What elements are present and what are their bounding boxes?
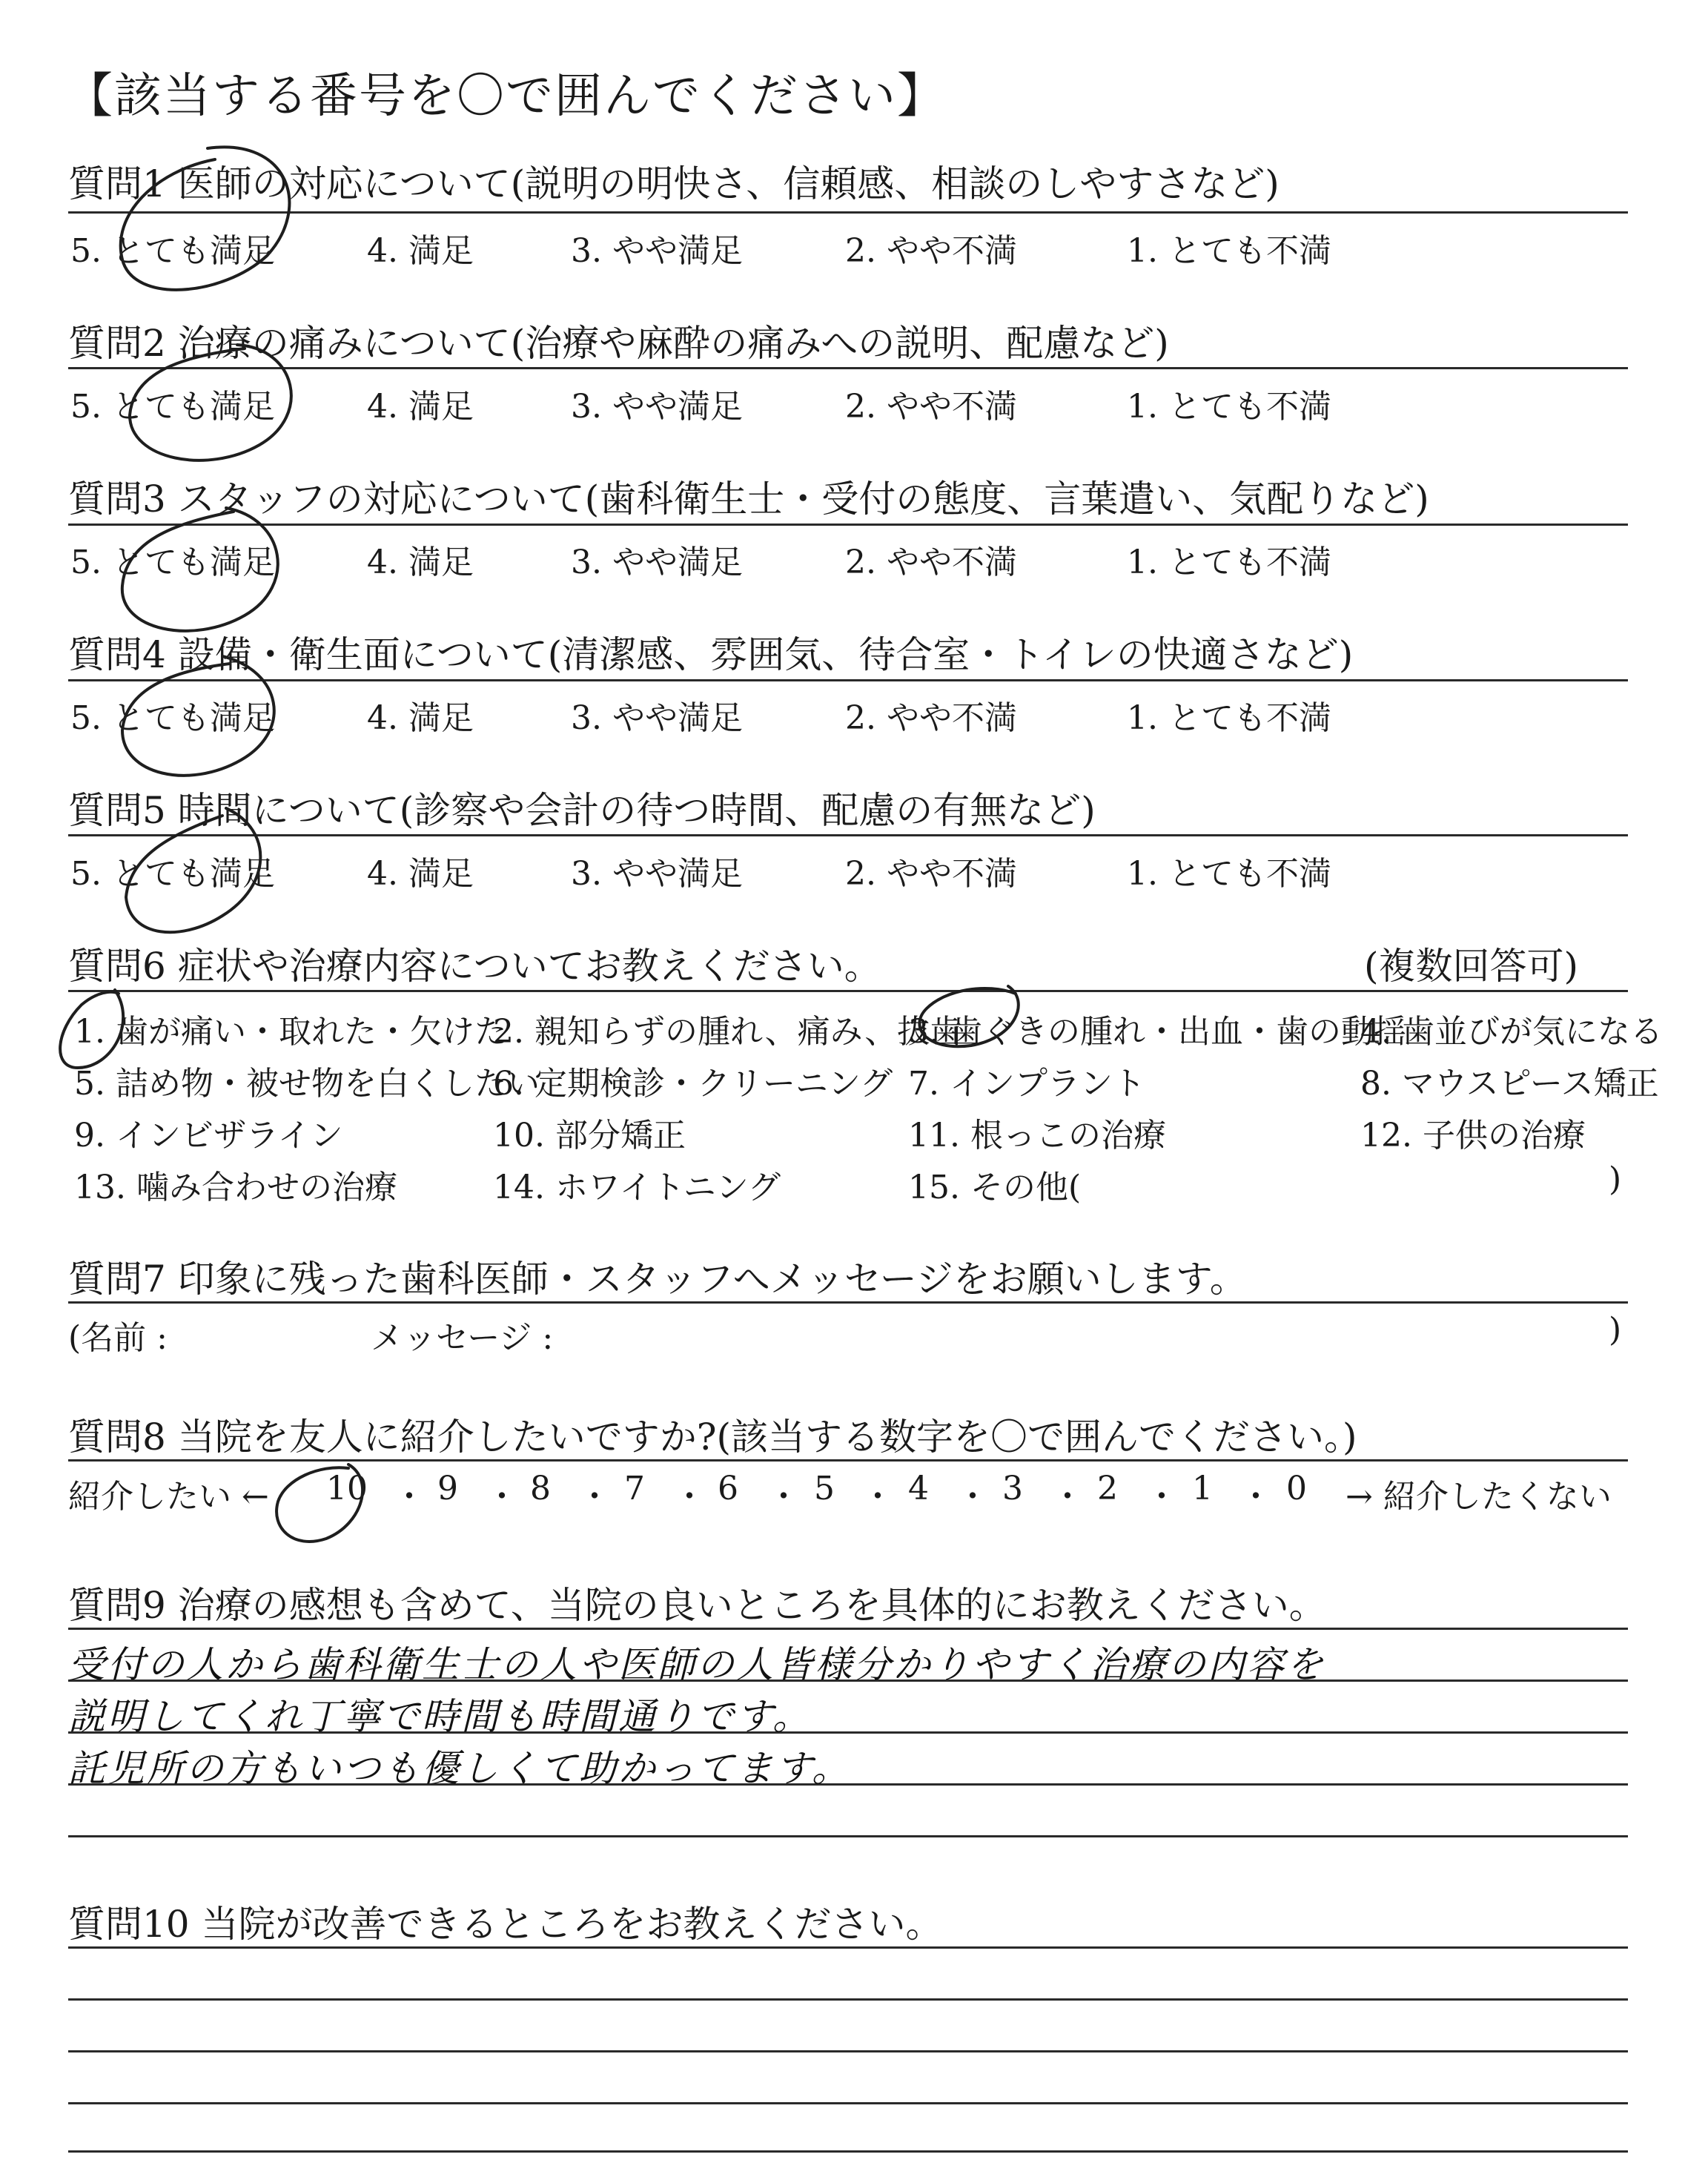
q5-option-2[interactable]: 2. やや不満 (845, 855, 1017, 893)
q8-scale-dot: ・ (578, 1478, 611, 1516)
q8-scale-dot: ・ (486, 1478, 518, 1516)
question-5-label: 質問5 時間について(診察や会計の待つ時間、配慮の有無など) (68, 789, 1096, 832)
question-10-label: 質問10 当院が改善できるところをお教えください。 (68, 1903, 943, 1946)
q6-option-12[interactable]: 12. 子供の治療 (1360, 1117, 1586, 1155)
q6-option-1[interactable]: 1. 歯が痛い・取れた・欠けた (74, 1013, 507, 1051)
q1-option-2[interactable]: 2. やや不満 (845, 232, 1017, 270)
q6-option-6[interactable]: 6. 定期検診・クリーニング (493, 1065, 893, 1103)
q8-scale-3[interactable]: 3 (1002, 1470, 1023, 1507)
q8-scale-dot: ・ (861, 1478, 894, 1516)
q1-option-4[interactable]: 4. 満足 (367, 232, 474, 270)
q8-scale-dot: ・ (956, 1478, 989, 1516)
q8-scale-4[interactable]: 4 (908, 1470, 929, 1507)
q6-option-9[interactable]: 9. インビザライン (74, 1117, 343, 1155)
q5-selection-circle (126, 808, 260, 932)
q5-option-5[interactable]: 5. とても満足 (70, 855, 275, 893)
q8-scale-dot: ・ (1239, 1478, 1272, 1516)
question-4-label: 質問4 設備・衛生面について(清潔感、雰囲気、待合室・トイレの快適さなど) (68, 633, 1354, 676)
q6-option-15[interactable]: 15. その他( (908, 1169, 1082, 1206)
q3-selection-circle (122, 508, 278, 631)
q8-scale-2[interactable]: 2 (1097, 1470, 1118, 1507)
q6-option-4[interactable]: 4. 歯並びが気になる (1360, 1013, 1663, 1051)
q8-scale-8[interactable]: 8 (530, 1470, 551, 1507)
q1-option-1[interactable]: 1. とても不満 (1127, 232, 1331, 270)
q8-selection-circle (277, 1464, 363, 1542)
q6-option-5[interactable]: 5. 詰め物・被せ物を白くしたい (74, 1065, 540, 1103)
q1-option-5[interactable]: 5. とても満足 (70, 232, 275, 270)
q8-scale-5[interactable]: 5 (814, 1470, 835, 1507)
q8-scale-10[interactable]: 10 (326, 1470, 368, 1507)
q2-option-5[interactable]: 5. とても満足 (70, 388, 275, 426)
q8-scale-dot: ・ (1145, 1478, 1178, 1516)
q2-option-1[interactable]: 1. とても不満 (1127, 388, 1331, 426)
q7-message-label: メッセージ : (371, 1319, 554, 1357)
q8-scale-1[interactable]: 1 (1192, 1470, 1213, 1507)
q4-option-4[interactable]: 4. 満足 (367, 699, 474, 737)
q6-option-10[interactable]: 10. 部分矯正 (493, 1117, 686, 1155)
q8-scale-6[interactable]: 6 (718, 1470, 738, 1507)
q8-scale-dot: ・ (393, 1478, 426, 1516)
q5-option-3[interactable]: 3. やや満足 (571, 855, 743, 893)
question-7-label: 質問7 印象に残った歯科医師・スタッフへメッセージをお願いします。 (68, 1258, 1247, 1301)
question-1-label: 質問1 医師の対応について(説明の明快さ、信頼感、相談のしやすさなど) (68, 162, 1280, 205)
q3-option-5[interactable]: 5. とても満足 (70, 544, 275, 581)
q8-scale-7[interactable]: 7 (624, 1470, 645, 1507)
q1-selection-circle (121, 147, 290, 289)
q2-selection-circle (130, 345, 291, 460)
q2-option-3[interactable]: 3. やや満足 (571, 388, 743, 426)
q6-option-2[interactable]: 2. 親知らずの腫れ、痛み、抜歯 (493, 1013, 963, 1051)
q6-option-14[interactable]: 14. ホワイトニング (493, 1169, 781, 1206)
q8-scale-dot: ・ (767, 1478, 800, 1516)
q8-scale-0[interactable]: 0 (1286, 1470, 1307, 1507)
q7-name-label: (名前 : (68, 1319, 168, 1357)
q8-scale-9[interactable]: 9 (437, 1470, 458, 1507)
q4-option-1[interactable]: 1. とても不満 (1127, 699, 1331, 737)
q8-right-label: → 紹介したくない (1345, 1478, 1612, 1516)
question-3-label: 質問3 スタッフの対応について(歯科衛生士・受付の態度、言葉遣い、気配りなど) (68, 478, 1429, 521)
question-9-label: 質問9 治療の感想も含めて、当院の良いところを具体的にお教えください。 (68, 1584, 1326, 1627)
q7-close-paren: ) (1609, 1311, 1622, 1349)
form-instruction-title: 【該当する番号を〇で囲んでください】 (65, 69, 946, 124)
q6-option-11[interactable]: 11. 根っこの治療 (908, 1117, 1166, 1155)
q6-option-1-circle (60, 990, 123, 1068)
q4-option-5[interactable]: 5. とても満足 (70, 699, 275, 737)
q4-option-2[interactable]: 2. やや不満 (845, 699, 1017, 737)
q6-option-8[interactable]: 8. マウスピース矯正 (1360, 1065, 1659, 1103)
q9-handwritten-line-1: 受付の人から歯科衛生士の人や医師の人皆様分かりやすく治療の内容を (68, 1643, 1325, 1686)
q4-selection-circle (122, 656, 274, 776)
q2-option-2[interactable]: 2. やや不満 (845, 388, 1017, 426)
question-8-label: 質問8 当院を友人に紹介したいですか?(該当する数字を〇で囲んでください。) (68, 1416, 1357, 1459)
q3-option-2[interactable]: 2. やや不満 (845, 544, 1017, 581)
q6-option-7[interactable]: 7. インプラント (908, 1065, 1145, 1103)
q3-option-3[interactable]: 3. やや満足 (571, 544, 743, 581)
question-6-multiple-note: (複数回答可) (1364, 945, 1579, 988)
q6-option-3-circle (919, 986, 1018, 1046)
question-2-label: 質問2 治療の痛みについて(治療や麻酔の痛みへの説明、配慮など) (68, 322, 1169, 365)
q5-option-4[interactable]: 4. 満足 (367, 855, 474, 893)
q3-option-1[interactable]: 1. とても不満 (1127, 544, 1331, 581)
q8-scale-dot: ・ (1051, 1478, 1084, 1516)
q1-option-3[interactable]: 3. やや満足 (571, 232, 743, 270)
q8-left-label: 紹介したい ← (68, 1478, 269, 1516)
q9-handwritten-line-2: 説明してくれ丁寧で時間も時間通りです。 (68, 1695, 812, 1738)
q6-other-close-paren: ) (1609, 1160, 1622, 1198)
q8-scale-dot: ・ (673, 1478, 706, 1516)
q2-option-4[interactable]: 4. 満足 (367, 388, 474, 426)
q9-handwritten-line-3: 託児所の方もいつも優しくて助かってます。 (68, 1747, 851, 1790)
q6-option-13[interactable]: 13. 噛み合わせの治療 (74, 1169, 397, 1206)
q6-option-3[interactable]: 3. 歯ぐきの腫れ・出血・歯の動揺 (908, 1013, 1406, 1051)
question-6-label: 質問6 症状や治療内容についてお教えください。 (68, 945, 881, 988)
q5-option-1[interactable]: 1. とても不満 (1127, 855, 1331, 893)
q4-option-3[interactable]: 3. やや満足 (571, 699, 743, 737)
q3-option-4[interactable]: 4. 満足 (367, 544, 474, 581)
